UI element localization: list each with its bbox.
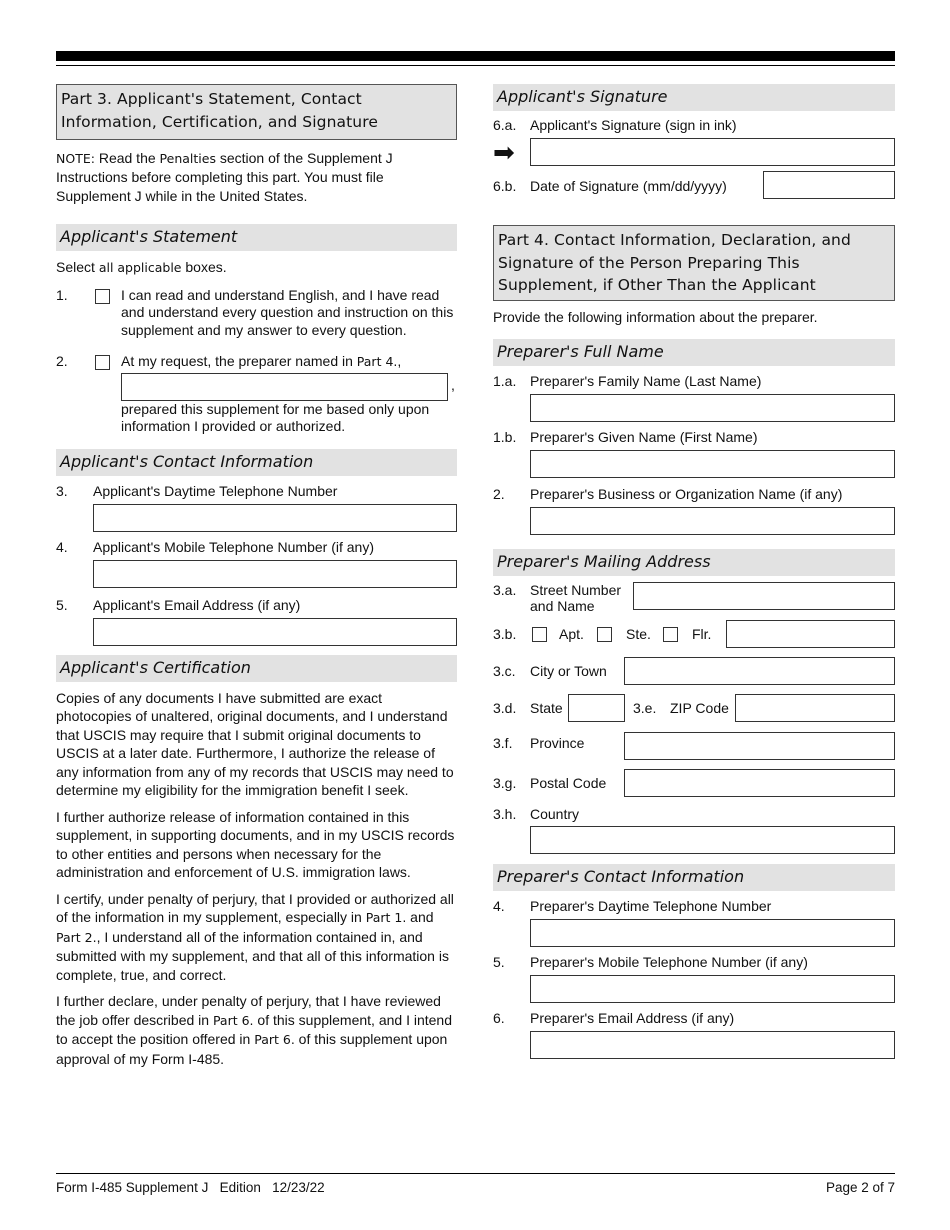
q3g-postal-code: 3.g. Postal Code	[493, 769, 895, 806]
q3-daytime-phone: 3. Applicant's Daytime Telephone Number	[56, 483, 457, 539]
right-column	[493, 84, 895, 1066]
q2-business-name: 2. Preparer's Business or Organization Name (if any)	[493, 486, 895, 544]
preparer-daytime-phone-input[interactable]	[530, 919, 895, 947]
form-edition: Form I-485 Supplement J Edition 12/23/22	[56, 1180, 325, 1195]
q3d-state-zip: 3.d. State 3.e. ZIP Code	[493, 694, 895, 732]
q6-preparer-email: 6. Preparer's Email Address (if any)	[493, 1010, 895, 1066]
cert-paragraph-3: I certify, under penalty of perjury, that I provided or authorized all of the information in my supplement, especially in Part 1. and Part 2., I understand all of the information contained in, and submitted with my supplement, and that all of this information is complete, true, and correct.	[56, 890, 454, 983]
preparer-name-heading: Preparer's Full Name	[493, 339, 895, 366]
preparer-checkbox[interactable]	[95, 355, 110, 370]
page-number: Page 2 of 7	[825, 1180, 895, 1195]
q5-email: 5. Applicant's Email Address (if any)	[56, 597, 457, 655]
preparer-family-name-input[interactable]	[530, 394, 895, 422]
english-checkbox[interactable]	[95, 289, 110, 304]
q1b-given-name: 1.b. Preparer's Given Name (First Name)	[493, 429, 895, 486]
preparer-address-heading: Preparer's Mailing Address	[493, 549, 895, 576]
q3a-street: 3.a. Street Number and Name	[493, 582, 895, 620]
q1a-family-name: 1.a. Preparer's Family Name (Last Name)	[493, 373, 895, 429]
q4-preparer-daytime-phone: 4. Preparer's Daytime Telephone Number	[493, 898, 895, 954]
preparer-given-name-input[interactable]	[530, 450, 895, 478]
header-rule-thick	[56, 51, 895, 61]
part4-intro: Provide the following information about the preparer.	[493, 309, 818, 325]
postal-code-input[interactable]	[624, 769, 895, 797]
cert-paragraph-4: I further declare, under penalty of perjury, that I have reviewed the job offer described in Part 6. of this supplement, and I intend to accept the position offered in Part 6. of this supplement upon approval of my Form I-485.	[56, 993, 452, 1067]
signature-date-input[interactable]	[763, 171, 895, 199]
header-rule-thin	[56, 65, 895, 66]
preparer-name-input[interactable]	[121, 373, 448, 401]
part3-title: Part 3. Applicant's Statement, Contact Information, Certification, and Signature	[56, 84, 457, 140]
street-input[interactable]	[633, 582, 895, 610]
cert-paragraph-2: I further authorize release of information contained in this supplement, in supporting documents, and in my USCIS records to other entities and persons when necessary for the administration and enforcement of U.S. immigration laws.	[56, 808, 455, 880]
preparer-mobile-phone-input[interactable]	[530, 975, 895, 1003]
preparer-contact-heading: Preparer's Contact Information	[493, 864, 895, 891]
part3-note: NOTE: Read the Penalties section of the Supplement J Instructions before completing this part. You must file Supplement J while in the United States.	[56, 150, 393, 204]
email-input[interactable]	[93, 618, 457, 646]
daytime-phone-input[interactable]	[93, 504, 457, 532]
q3c-city: 3.c. City or Town	[493, 657, 895, 694]
applicant-statement-heading: Applicant's Statement	[56, 224, 457, 251]
unit-number-input[interactable]	[726, 620, 895, 648]
q6a-signature: 6.a. Applicant's Signature (sign in ink) ➡	[493, 117, 895, 171]
preparer-business-input[interactable]	[530, 507, 895, 535]
q3h-country: 3.h. Country	[493, 806, 895, 864]
applicant-certification-heading: Applicant's Certification	[56, 655, 457, 682]
q6b-date: 6.b. Date of Signature (mm/dd/yyyy)	[493, 171, 895, 207]
q3b-unit: 3.b. Apt. Ste. Flr.	[493, 620, 895, 657]
preparer-email-input[interactable]	[530, 1031, 895, 1059]
q3f-province: 3.f. Province	[493, 732, 895, 769]
q5-preparer-mobile-phone: 5. Preparer's Mobile Telephone Number (if any)	[493, 954, 895, 1010]
page-footer	[56, 1173, 895, 1195]
flr-checkbox[interactable]	[663, 627, 678, 642]
zip-code-input[interactable]	[735, 694, 895, 722]
city-input[interactable]	[624, 657, 895, 685]
part4-title: Part 4. Contact Information, Declaration, and Signature of the Person Preparing This Supplement, if Other Than the Applicant	[493, 225, 895, 301]
statement-item-1: 1. I can read and understand English, and I have read and understand every question and instruction on this supplement and my answer to every question.	[56, 286, 454, 338]
arrow-right-icon: ➡	[493, 137, 515, 167]
apt-checkbox[interactable]	[532, 627, 547, 642]
select-instruction: Select all applicable boxes.	[56, 259, 227, 275]
q4-mobile-phone: 4. Applicant's Mobile Telephone Number (if any)	[56, 539, 457, 597]
country-input[interactable]	[530, 826, 895, 854]
cert-paragraph-1: Copies of any documents I have submitted are exact photocopies of unaltered, original documents, and I understand that USCIS may require that I submit original documents to USCIS at a later date. Furthermore, I authorize the release of any information from any of my records that USCIS may need to determine my eligibility for the immigration benefit I seek.	[56, 689, 454, 798]
applicant-signature-heading: Applicant's Signature	[493, 84, 895, 111]
state-input[interactable]	[568, 694, 625, 722]
signature-input[interactable]	[530, 138, 895, 166]
ste-checkbox[interactable]	[597, 627, 612, 642]
province-input[interactable]	[624, 732, 895, 760]
left-column	[56, 84, 457, 1068]
applicant-contact-heading: Applicant's Contact Information	[56, 449, 457, 476]
mobile-phone-input[interactable]	[93, 560, 457, 588]
statement-item-2: 2. At my request, the preparer named in Part 4., , prepared this supplement for me based only upon information I provided or authorized.	[56, 352, 455, 434]
